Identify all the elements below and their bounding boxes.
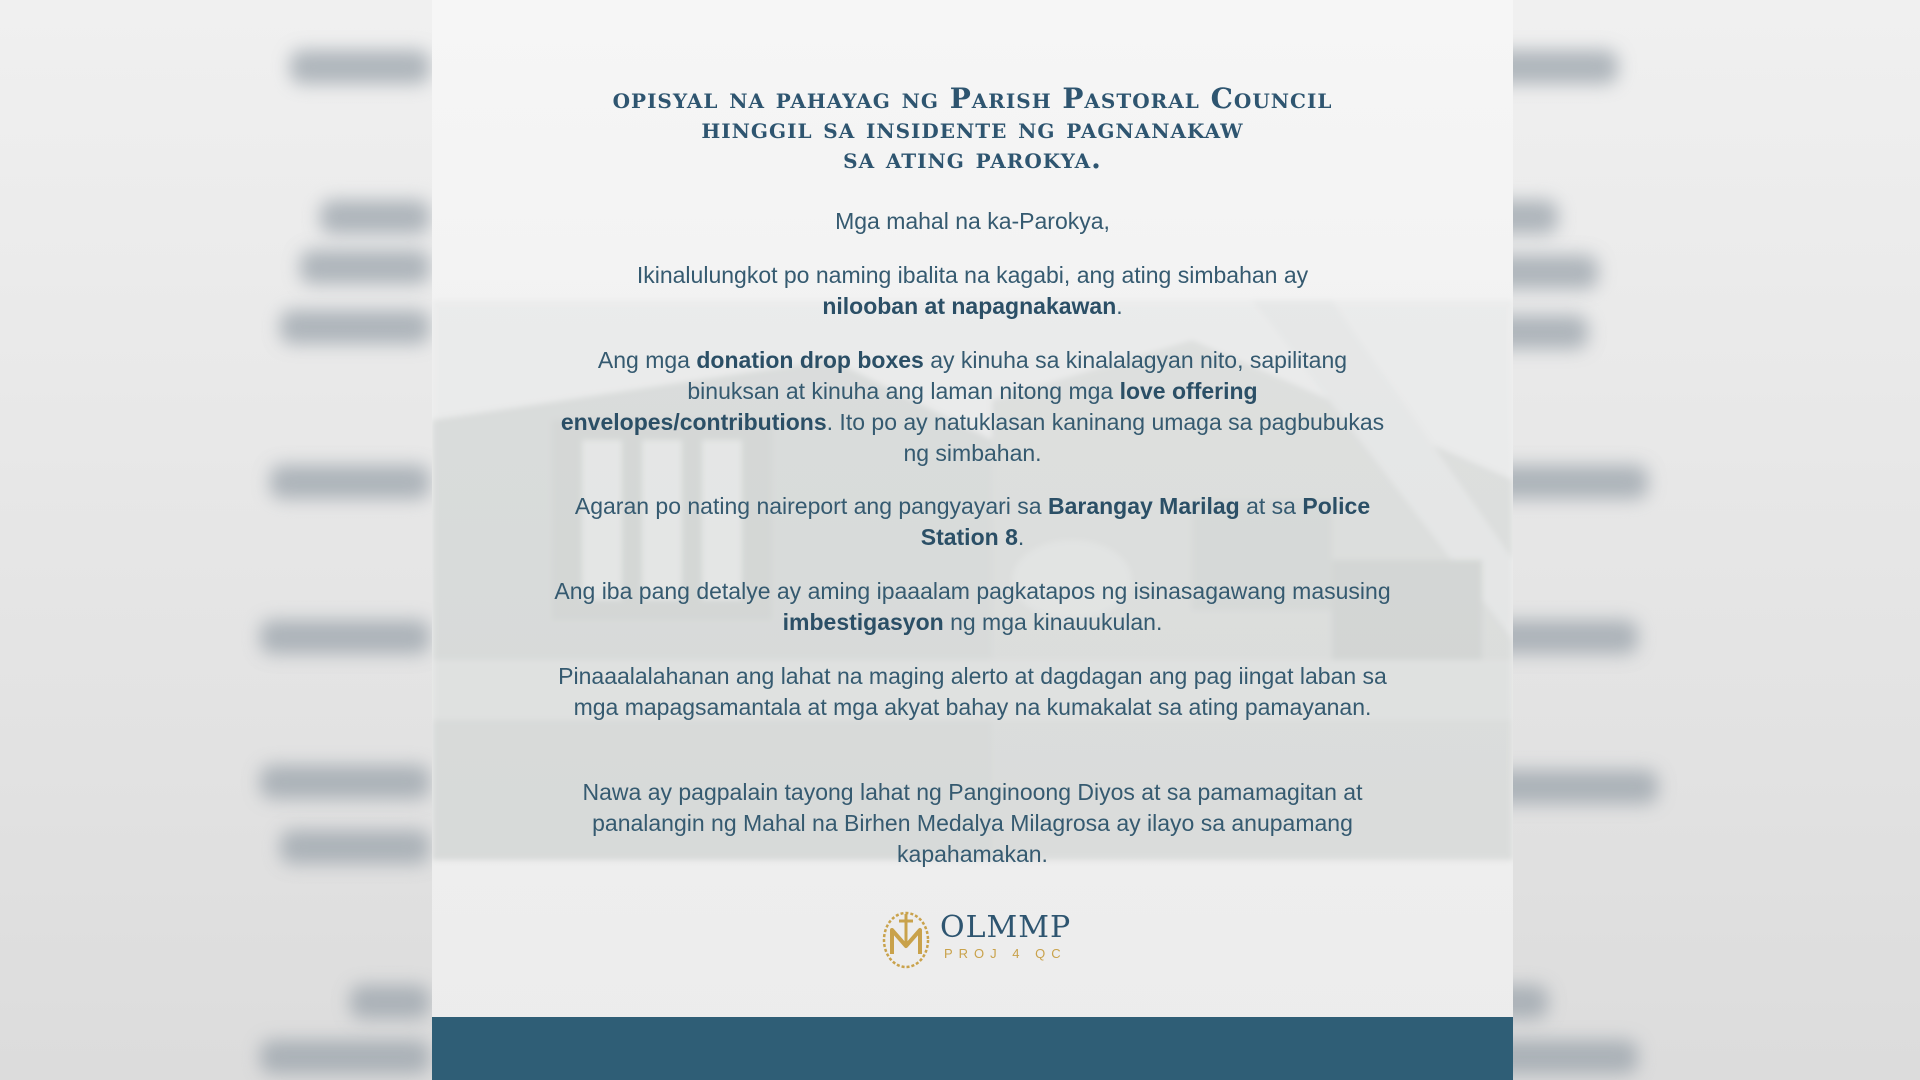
paragraph-emphasis: Barangay Marilag — [1047, 493, 1240, 519]
paragraph-emphasis: donation drop boxes — [696, 347, 924, 373]
paragraph-reminder: Pinaaalalahanan ang lahat na maging alerto at dagdagan ang pag iingat laban sa mga mapagsamantala at mga akyat bahay na kumakalat sa ating pamayanan. — [558, 663, 1387, 720]
statement-title — [532, 84, 1413, 174]
paragraph-text: . — [1017, 524, 1025, 550]
blurred-right-backdrop — [1488, 0, 1920, 1080]
paragraph-text: ng mga kinauukulan. — [943, 609, 1163, 635]
title-line-2: hinggil sa insidente ng pagnanakaw — [701, 112, 1244, 145]
paragraph-drop-boxes — [552, 345, 1393, 469]
paragraph-investigation — [552, 576, 1393, 638]
paragraph-text: Ang iba pang detalye ay aming ipaaalam pagkatapos ng isinasagawang masusing — [554, 578, 1391, 604]
logo-subtitle: PROJ 4 QC — [944, 946, 1067, 961]
paragraph-text: Ikinalulungkot po naming ibalita na kagabi, ang ating simbahan ay — [636, 262, 1309, 288]
paragraph-text: . — [1116, 293, 1123, 319]
paragraph-text: . Ito po ay natuklasan kaninang umaga sa pagbubukas ng simbahan. — [826, 409, 1385, 466]
paragraph-break-in — [552, 260, 1393, 322]
paragraph-emphasis: nilooban at napagnakawan — [822, 293, 1117, 319]
logo-name: OLMMP — [940, 910, 1072, 945]
footer-band — [432, 1017, 1513, 1080]
title-line-1: opisyal na pahayag ng Parish Pastoral Council — [612, 82, 1333, 115]
parish-statement-post — [432, 0, 1513, 1080]
title-line-3: sa ating parokya. — [843, 142, 1102, 175]
paragraph-reported — [552, 491, 1393, 553]
paragraph-emphasis: Police Station 8 — [920, 493, 1371, 550]
greeting: Mga mahal na ka-Parokya, — [835, 208, 1110, 234]
blurred-left-backdrop — [0, 0, 432, 1080]
paragraph-emphasis: love offering envelopes/contributions — [560, 378, 1258, 435]
parish-logo — [878, 906, 1078, 970]
paragraph-text: Agaran po nating naireport ang pangyayari sa — [574, 493, 1048, 519]
miraculous-medal-monogram-icon — [878, 906, 934, 970]
paragraph-text: at sa — [1239, 493, 1303, 519]
paragraph-blessing: Nawa ay pagpalain tayong lahat ng Panginoong Diyos at sa pamamagitan at panalangin ng Mahal na Birhen Medalya Milagrosa ay ilayo sa anupamang kapahamakan. — [582, 779, 1363, 867]
paragraph-emphasis: imbestigasyon — [782, 609, 944, 635]
paragraph-text: Ang mga — [597, 347, 697, 373]
paragraph-text: ay kinuha sa kinalalagyan nito, sapilitang binuksan at kinuha ang laman nitong mga — [687, 347, 1348, 404]
